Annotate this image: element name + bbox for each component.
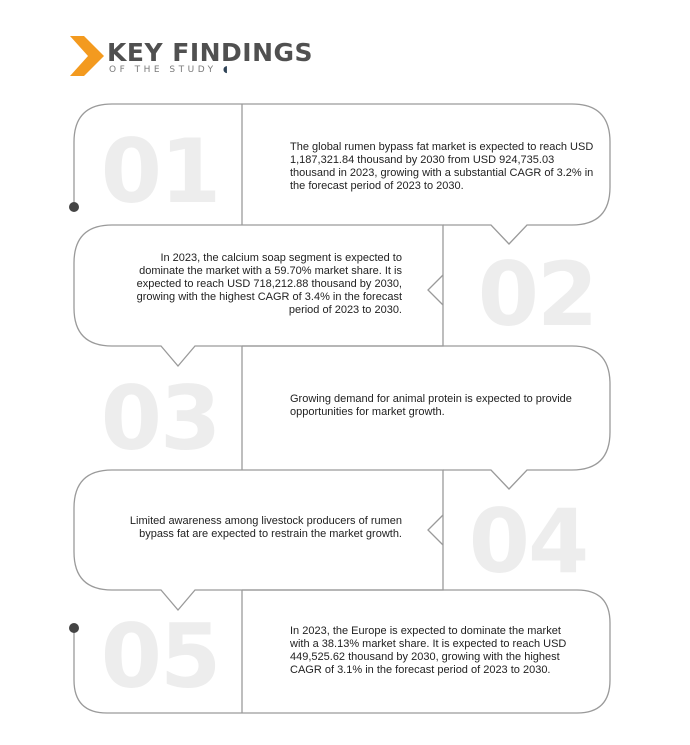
end-dot	[69, 623, 79, 633]
notch-02	[428, 275, 443, 305]
finding-text-04: Limited awareness among livestock producers of rumen bypass fat are expected to restrain the market growth.	[129, 515, 402, 540]
finding-number-02: 02	[477, 243, 597, 346]
page-title: KEY FINDINGS	[107, 38, 314, 67]
finding-text-03: Growing demand for animal protein is expected to provide opportunities for market growth.	[290, 393, 572, 418]
page-subtitle: OF THE STUDY ◖	[109, 65, 228, 75]
start-dot	[69, 202, 79, 212]
finding-number-05: 05	[100, 605, 220, 708]
finding-number-04: 04	[468, 490, 588, 593]
finding-text-01: The global rumen bypass fat market is expected to reach USD 1,187,321.84 thousand by 2030 from USD 924,735.03 thousand in 2023, growing with a substantial CAGR of 3.2% in the forecast period of 2023 to 2030.	[290, 141, 594, 192]
finding-text-05: In 2023, the Europe is expected to dominate the market with a 38.13% market share. It is expected to reach USD 449,525.62 thousand by 2030, growing with the highest CAGR of 3.1% in the forecast period of 2023 to 2030.	[290, 625, 567, 676]
finding-number-01: 01	[100, 120, 220, 223]
notch-04	[428, 515, 443, 545]
finding-number-03: 03	[100, 367, 220, 470]
finding-text-02: In 2023, the calcium soap segment is expected to dominate the market with a 59.70% market share. It is expected to reach USD 718,212.88 thousand by 2030, growing with the highest CAGR of 3.4% in the forecast period of 2023 to 2030.	[136, 252, 402, 316]
crescent-icon: ◖	[223, 65, 228, 75]
